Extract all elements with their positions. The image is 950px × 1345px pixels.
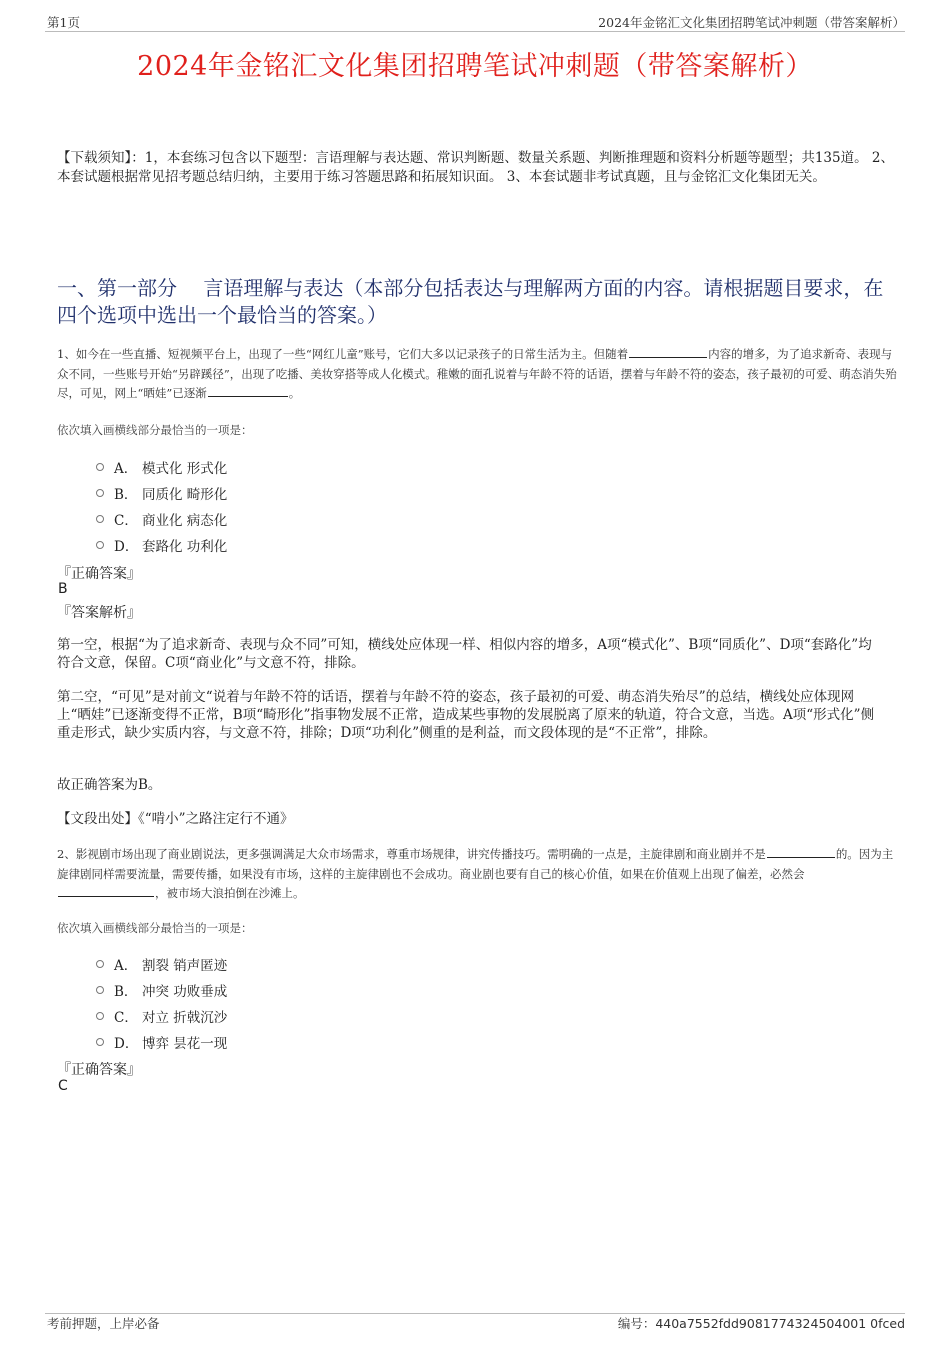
footer-code-value: 440a7552fdd9081774324504001 0fced xyxy=(655,1316,905,1331)
question-2-text xyxy=(57,845,900,904)
question-1-answer: B xyxy=(58,581,68,597)
radio-icon[interactable] xyxy=(96,1038,104,1046)
question-2-option-a[interactable]: A． 割裂 销声匿迹 xyxy=(96,954,227,974)
radio-icon[interactable] xyxy=(96,489,104,497)
answer-blank xyxy=(629,345,707,358)
question-1-analysis-label: 『答案解析』 xyxy=(57,605,141,621)
question-1-part-c: 。 xyxy=(288,386,301,400)
question-2-part-b: 的。因为主旋律剧同样需要流量，需要传播，如果没有市场，这样的主旋律剧也不会成功。商业剧也要有自己的核心价值，如果在价值观上出现了偏差，必然会 xyxy=(57,847,894,881)
radio-icon[interactable] xyxy=(96,986,104,994)
header-doc-title: 2024年金铭汇文化集团招聘笔试冲刺题（带答案解析） xyxy=(598,15,905,30)
answer-blank xyxy=(767,845,835,858)
radio-icon[interactable] xyxy=(96,960,104,968)
footer-code xyxy=(618,1314,905,1332)
question-1-option-a[interactable]: A． 模式化 形式化 xyxy=(96,457,227,477)
question-2-part-c: ，被市场大浪拍倒在沙滩上。 xyxy=(155,886,305,900)
question-2-option-d[interactable]: D． 博弈 昙花一现 xyxy=(96,1032,227,1052)
question-1-option-b[interactable]: B． 同质化 畸形化 xyxy=(96,483,227,503)
download-notice: 【下载须知】：1，本套练习包含以下题型：言语理解与表达题、常识判断题、数量关系题、判断推理题和资料分析题等题型；共135道。 2、本套试题根据常见招考题总结归纳，主要用于练习答题思路和拓展知识面。 3、本套试题非考试真题，且与金铭汇文化集团无关。 xyxy=(57,150,894,185)
question-2-answer: C xyxy=(58,1078,68,1094)
answer-blank xyxy=(208,384,288,397)
question-1-text xyxy=(57,345,900,404)
question-2-prompt: 依次填入画横线部分最恰当的一项是： xyxy=(57,921,253,935)
question-2-option-c[interactable]: C． 对立 折戟沉沙 xyxy=(96,1006,227,1026)
radio-icon[interactable] xyxy=(96,541,104,549)
question-1-option-c[interactable]: C． 商业化 病态化 xyxy=(96,509,227,529)
question-1-source: 【文段出处】《“啃小”之路注定行不通》 xyxy=(57,811,294,827)
question-1-option-d[interactable]: D． 套路化 功利化 xyxy=(96,535,227,555)
question-2-option-b[interactable]: B． 冲突 功败垂成 xyxy=(96,980,227,1000)
footer-code-label: 编号： xyxy=(617,1316,656,1331)
answer-blank xyxy=(58,884,154,897)
question-1-answer-label: 『正确答案』 xyxy=(57,566,141,582)
question-1-prompt: 依次填入画横线部分最恰当的一项是： xyxy=(57,423,253,437)
radio-icon[interactable] xyxy=(96,515,104,523)
footer-slogan: 考前押题，上岸必备 xyxy=(47,1316,160,1331)
question-1-part-a: 1、如今在一些直播、短视频平台上，出现了一些“网红儿童”账号，它们大多以记录孩子的日常生活为主。但随着 xyxy=(57,347,629,361)
question-2-part-a: 2、影视剧市场出现了商业剧说法，更多强调满足大众市场需求，尊重市场规律，讲究传播技巧。需明确的一点是，主旋律剧和商业剧并不是 xyxy=(57,847,766,861)
question-1-analysis-para-2: 第二空，“可见”是对前文“说着与年龄不符的话语，摆着与年龄不符的姿态，孩子最初的可爱、萌态消失殆尽”的总结，横线处应体现网上“晒娃”已逐渐变得不正常，B项“畸形化”指事物发展不正常，造成某些事物的发展脱离了原来的轨道，符合文意，当选。A项“形式化”侧重走形式，缺少实质内容，与文意不符，排除；D项“功利化”侧重的是利益，而文段体现的是“不正常”，排除。 xyxy=(57,689,875,741)
question-1-conclusion: 故正确答案为B。 xyxy=(57,777,162,793)
question-1-part-b: 内容的增多，为了追求新奇、表现与众不同，一些账号开始“另辟蹊径”，出现了吃播、美妆穿搭等成人化模式。稚嫩的面孔说着与年龄不符的话语，摆着与年龄不符的姿态，孩子最初的可爱、萌态消失殆尽，可见，网上“晒娃”已逐渐 xyxy=(57,347,897,400)
header-divider xyxy=(45,31,905,32)
radio-icon[interactable] xyxy=(96,1012,104,1020)
page-title: 2024年金铭汇文化集团招聘笔试冲刺题（带答案解析） xyxy=(137,51,813,82)
radio-icon[interactable] xyxy=(96,463,104,471)
section-heading: 一、第一部分 言语理解与表达（本部分包括表达与理解两方面的内容。请根据题目要求，在四个选项中选出一个最恰当的答案。） xyxy=(57,276,884,327)
header-page-number: 第1页 xyxy=(47,15,80,30)
question-1-analysis-para-1: 第一空，根据“为了追求新奇、表现与众不同”可知，横线处应体现一样、相似内容的增多，A项“模式化”、B项“同质化”、D项“套路化”均符合文意，保留。C项“商业化”与文意不符，排除。 xyxy=(57,637,872,671)
question-2-answer-label: 『正确答案』 xyxy=(57,1062,141,1078)
